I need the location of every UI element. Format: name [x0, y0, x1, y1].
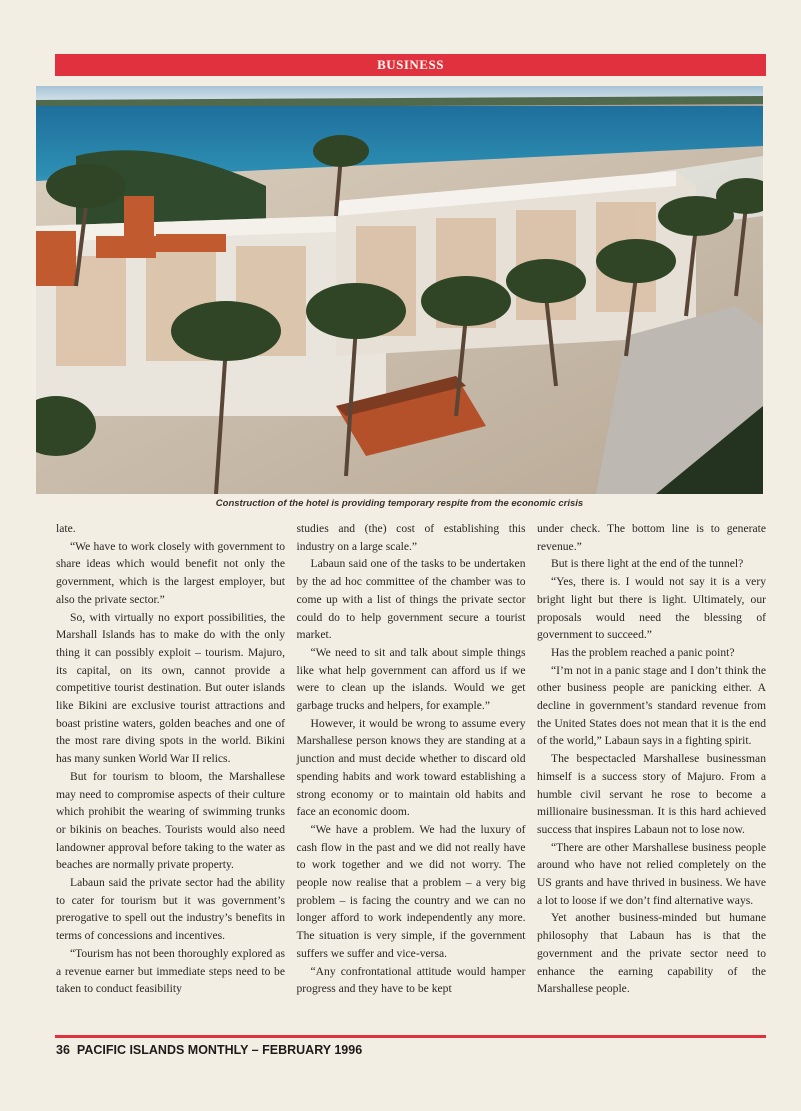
- page-footer: [56, 1043, 362, 1057]
- paragraph: “We have to work closely with government to share ideas which would benefit not only the government, which is the largest employer, but also the private sector.”: [56, 539, 285, 606]
- paragraph: But is there light at the end of the tunnel?: [551, 557, 744, 571]
- paragraph: late.: [56, 522, 76, 535]
- paragraph: “Tourism has not been thoroughly explored as a revenue earner but immediate steps need to be taken to conduct feasibility: [56, 946, 285, 996]
- paragraph: studies and (the) cost of establishing this industry on a large scale.”: [296, 522, 526, 553]
- paragraph: Labaun said one of the tasks to be undertaken by the ad hoc committee of the chamber was to come up with a list of things the private sector could do to help government secure a tourist market.: [296, 557, 526, 642]
- paragraph: “There are other Marshallese business people around who have not relied completely on the US grants and have thrived in business. We have a lot to loose if we don’t find alternative ways.: [537, 840, 766, 907]
- page-number: 36: [56, 1043, 70, 1057]
- article-column-2: [297, 520, 526, 1025]
- paragraph: “We need to sit and talk about simple things like what help government can afford us if we were to clean up the islands. Would we get garbage trucks and helpers, for example.”: [296, 645, 526, 713]
- article-body: [56, 520, 766, 1025]
- footer-rule: [55, 1035, 766, 1038]
- paragraph: Yet another business-minded but humane philosophy that Labaun has is that the government and the private sector need to enhance the earning capability of the Marshallese people.: [537, 911, 766, 996]
- paragraph: under check. The bottom line is to generate revenue.”: [537, 522, 766, 553]
- paragraph: The bespectacled Marshallese businessman himself is a success story of Majuro. From a humble civil servant he rose to become a millionaire businessman. It is this hard achieved success that inspires Labaun not to lose now.: [537, 752, 766, 836]
- section-header: [55, 54, 766, 76]
- hotel-construction-photo: [36, 86, 763, 494]
- paragraph: “Any confrontational attitude would hamper progress and they have to be kept: [296, 964, 526, 996]
- paragraph: Has the problem reached a panic point?: [551, 645, 735, 659]
- paragraph: “I’m not in a panic stage and I don’t think the other business people are panicking either. A decline in government’s standard revenue from the United States does not mean that it is the end of the world,” Labaun says in a fighting spirit.: [537, 663, 766, 748]
- paragraph: Labaun said the private sector had the ability to cater for tourism but it was government’s prerogative to spell out the industry’s benefits in terms of concessions and incentives.: [56, 876, 285, 943]
- paragraph: “Yes, there is. I would not say it is a very bright light but there is light. Ultimately, our proposals would need the blessing of government to succeed.”: [537, 575, 766, 642]
- article-column-1: [56, 520, 285, 1025]
- paragraph: “We have a problem. We had the luxury of cash flow in the past and we did not really have to work together and we did not worry. The people now realise that a problem – a very big problem – is facing the country and we can no longer afford to work independently any more. The situation is very simple, if the government suffers we suffer and vice-versa.: [296, 822, 526, 960]
- paragraph: So, with virtually no export possibilities, the Marshall Islands has to make do with the only thing it can possibly exploit – tourism. Majuro, its capital, on its own, cannot provide a competitive tourist destination. But outer islands like Bikini are exclusive tourist attractions and boast pristine waters, golden beaches and one of the most rare diving spots in the world. Bikini has many sunken World War II relics.: [56, 610, 285, 766]
- photo-caption: Construction of the hotel is providing temporary respite from the economic crisis: [215, 498, 584, 509]
- paragraph: However, it would be wrong to assume every Marshallese person knows they are standing at a junction and must decide whether to discard old spending habits and work toward establishing a strong economy or to maintain old habits and face an economic doom.: [296, 716, 526, 819]
- section-label: BUSINESS: [377, 57, 444, 72]
- publication-line: PACIFIC ISLANDS MONTHLY – FEBRUARY 1996: [76, 1043, 363, 1057]
- article-column-3: [537, 520, 766, 1025]
- paragraph: But for tourism to bloom, the Marshallese may need to compromise aspects of their culture which prohibit the wearing of swimming trunks or bikinis on beaches. Tourists would also need landowner approval before taking to the water as beaches are normally private property.: [56, 769, 285, 872]
